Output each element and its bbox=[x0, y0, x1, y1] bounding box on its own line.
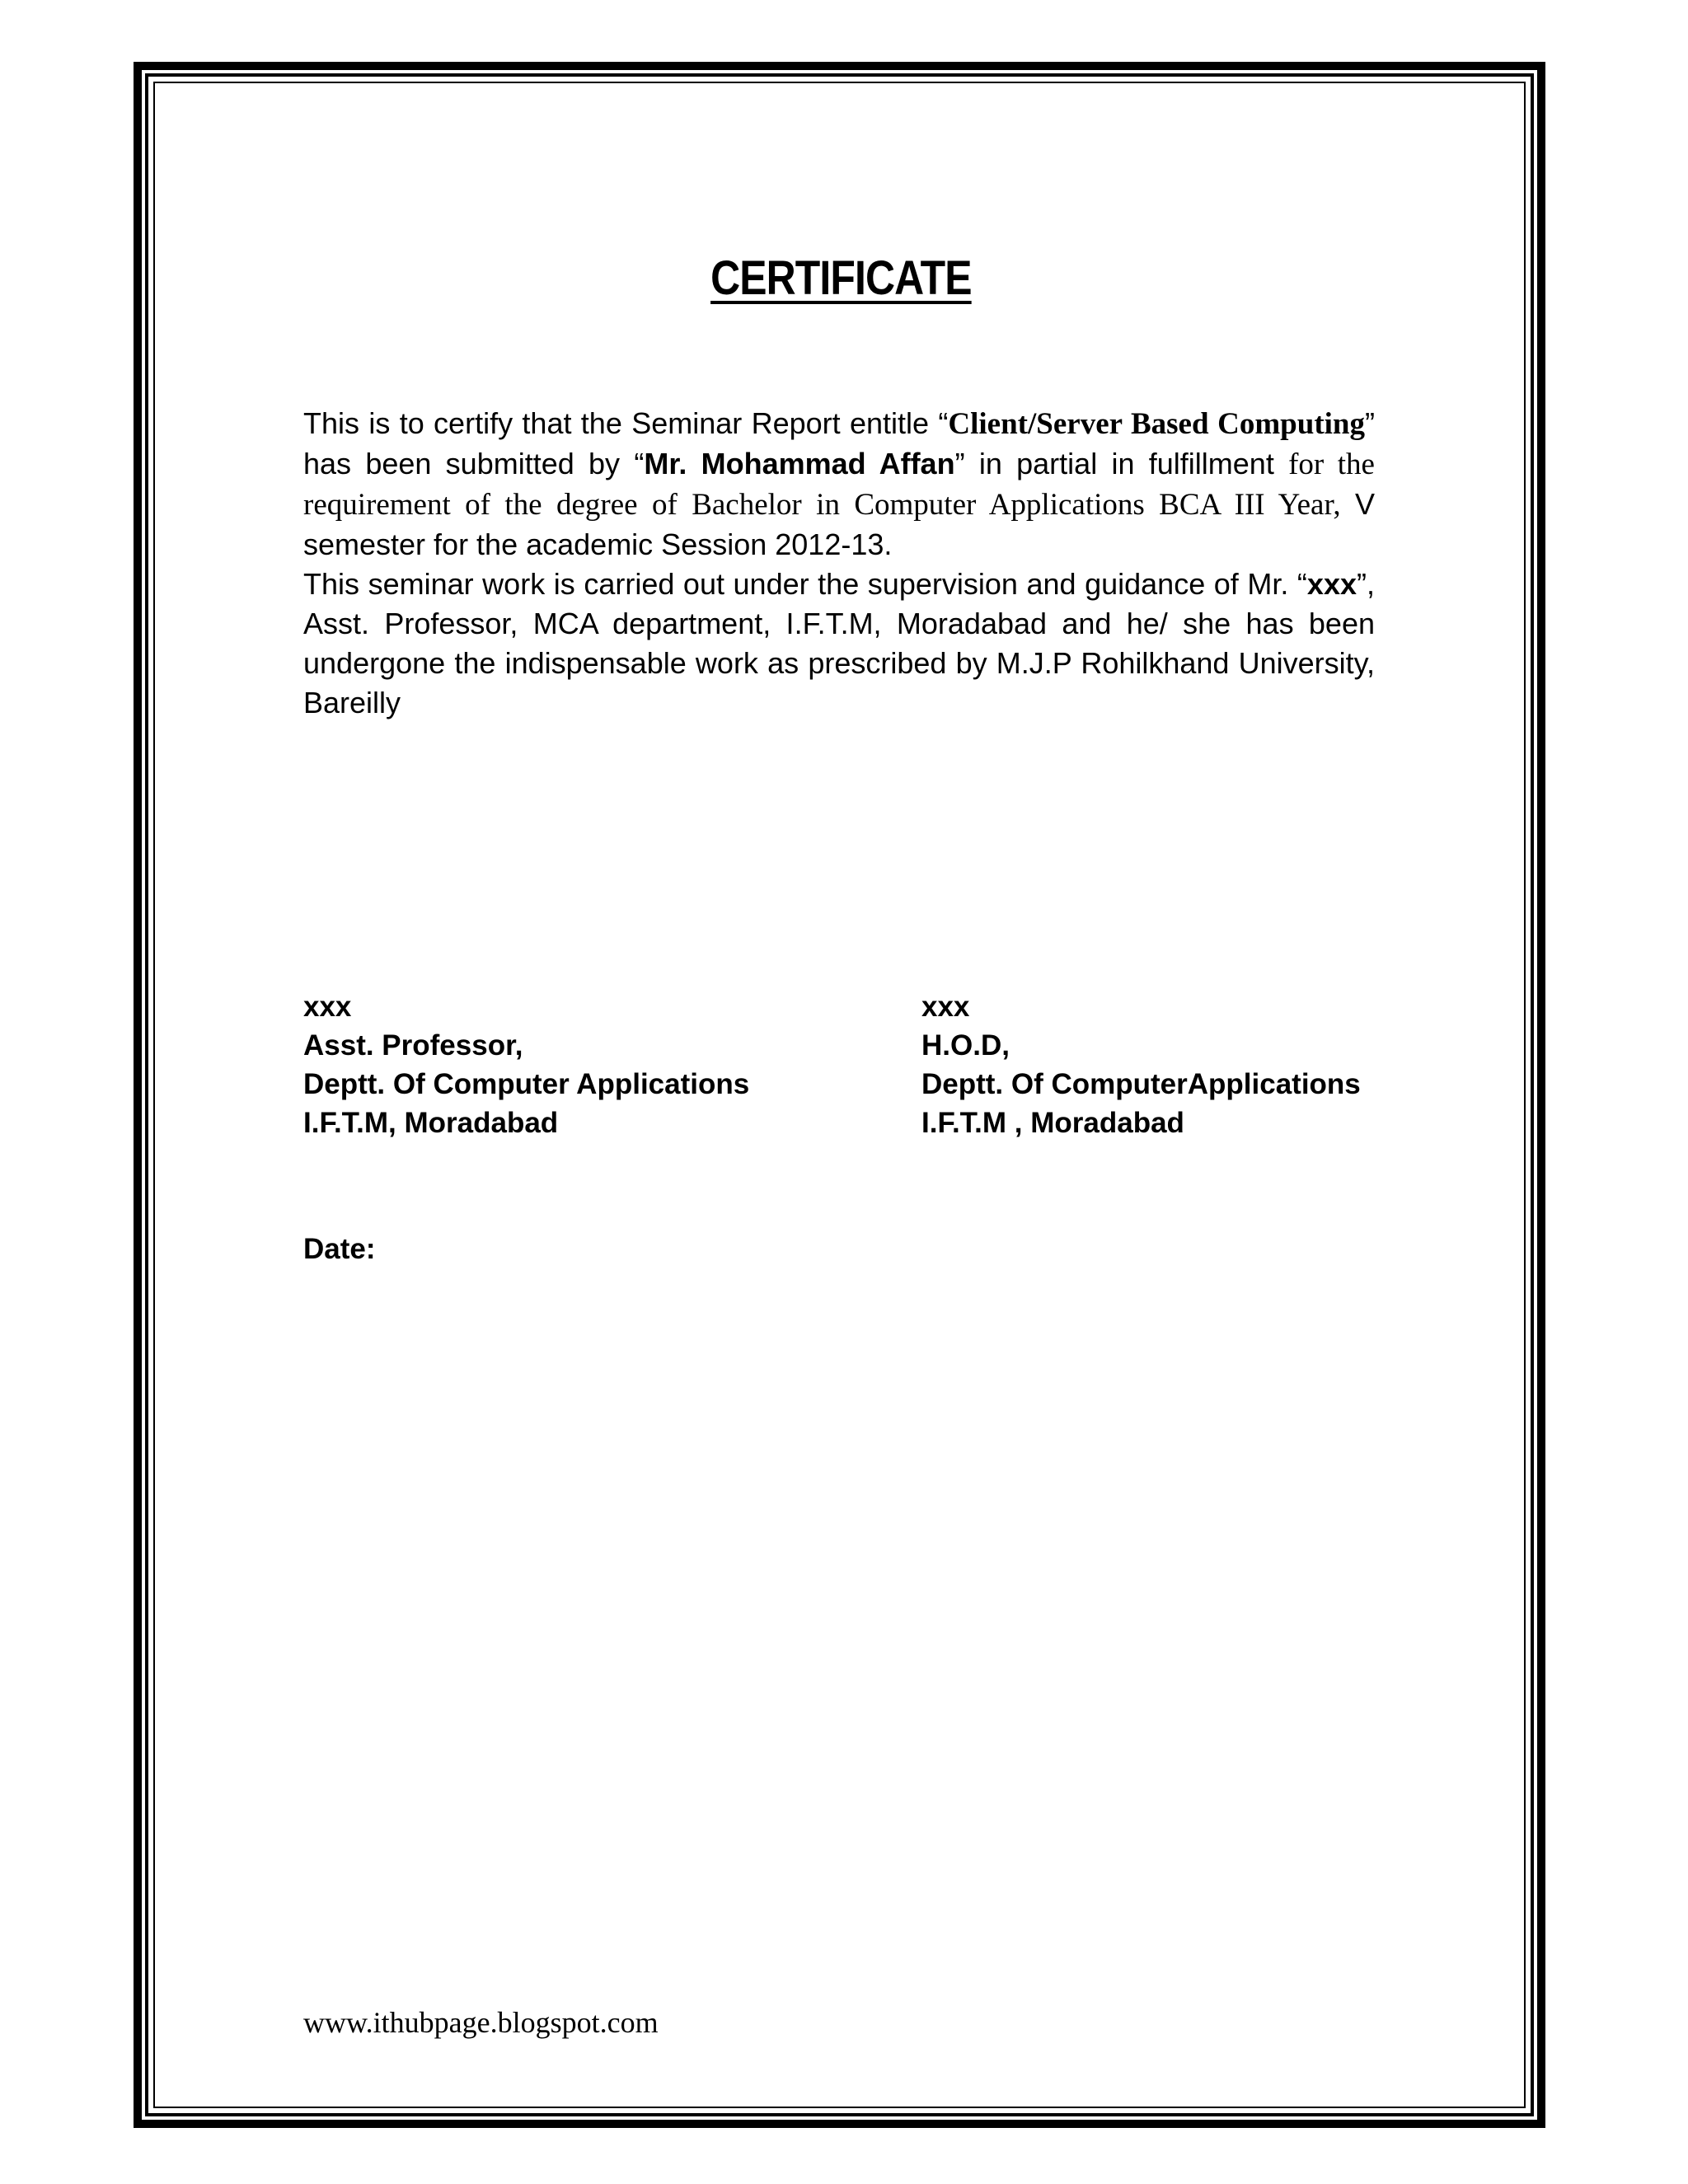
certificate-title bbox=[115, 249, 1567, 308]
session-text: V semester for the academic Session 2012-13. bbox=[303, 487, 1375, 561]
signatory-right-designation: H.O.D, bbox=[921, 1029, 1010, 1062]
paragraph-submitted-text: ” has been submitted by “ bbox=[303, 406, 1376, 480]
guide-name: xxx bbox=[1306, 567, 1357, 601]
supervision-intro-text: This seminar work is carried out under the supervision and guidance of Mr. “ bbox=[303, 567, 1307, 601]
footer-url: www.ithubpage.blogspot.com bbox=[303, 2006, 659, 2039]
signatory-right-name: xxx bbox=[921, 991, 970, 1023]
signatory-left-name: xxx bbox=[303, 991, 352, 1023]
degree-text: for the requirement of the degree of Bachelor in Computer Applications BCA III Year, bbox=[303, 448, 1375, 522]
supervision-paragraph bbox=[303, 565, 1375, 723]
certificate-title-text: CERTIFICATE bbox=[710, 251, 972, 305]
certificate-body bbox=[303, 404, 1375, 723]
date-label: Date: bbox=[303, 1233, 376, 1265]
signatory-left-designation: Asst. Professor, bbox=[303, 1029, 523, 1062]
signatory-right bbox=[921, 987, 1361, 1142]
signatory-right-department: Deptt. Of ComputerApplications bbox=[921, 1068, 1361, 1100]
report-title: Client/Server Based Computing bbox=[948, 407, 1366, 441]
student-name: Mr. Mohammad Affan bbox=[644, 447, 955, 480]
signatory-left bbox=[303, 987, 749, 1142]
paragraph-intro-text: This is to certify that the Seminar Report entitle “ bbox=[303, 406, 949, 440]
paragraph-fulfillment-text: ” in partial in fulfillment bbox=[954, 447, 1289, 480]
signatory-right-institute: I.F.T.M , Moradabad bbox=[921, 1107, 1184, 1139]
signatory-left-department: Deptt. Of Computer Applications bbox=[303, 1068, 750, 1100]
supervision-rest-text: ”, Asst. Professor, MCA department, I.F.T.M, Moradabad and he/ she has been undergone the indispensable work as prescribed by M.J.P Rohilkhand University, Bareilly bbox=[303, 567, 1375, 719]
signatory-left-institute: I.F.T.M, Moradabad bbox=[303, 1107, 559, 1139]
certification-paragraph bbox=[303, 404, 1375, 565]
